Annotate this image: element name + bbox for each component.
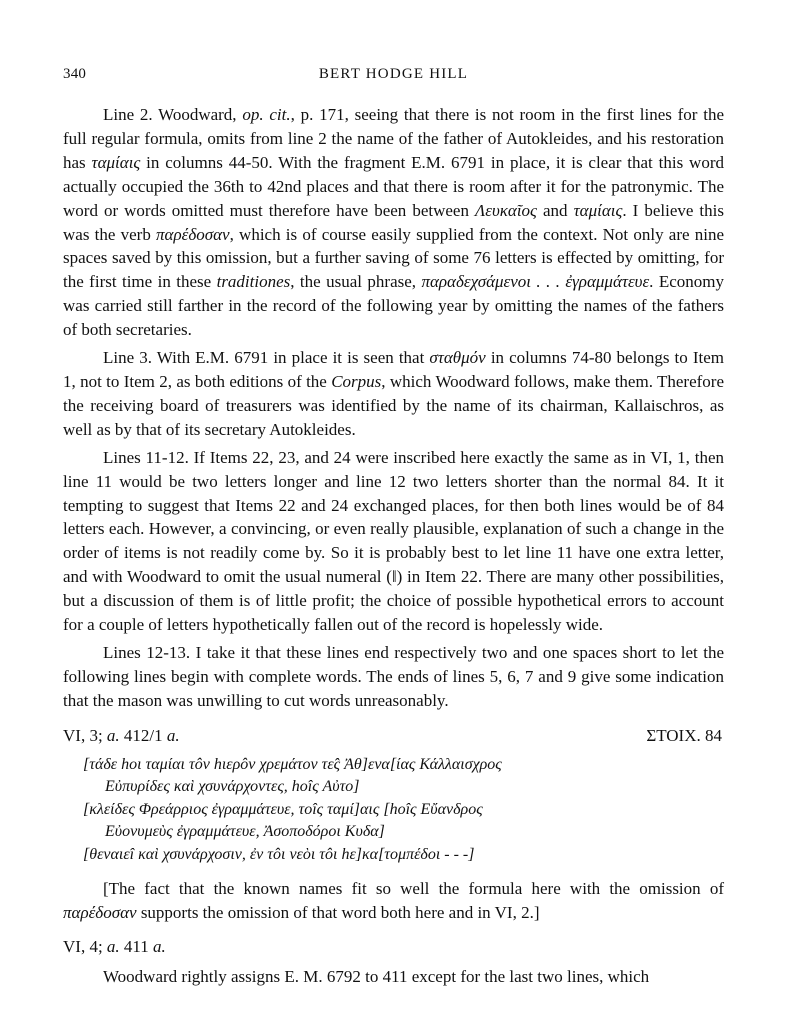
- text: , the usual phrase,: [290, 272, 422, 292]
- paragraph-lines-12-13: Lines 12-13. I take it that these lines end respectively two and one spaces short to let the following lines begin with complete words. The ends of lines 5, 6, 7 and 9 give some indication that the mason was unwilling to cut words unreasonably.: [63, 642, 724, 710]
- section-label: [63, 935, 166, 959]
- text: 412/1: [119, 725, 167, 745]
- paragraph-lines-11-12: Lines 11-12. If Items 22, 23, and 24 were inscribed here exactly the same as in VI, 1, then line 11 would be two letters longer and line 12 two letters shorter than the normal 84. It it tempting to suggest that Items 22 and 24 exchanged places, for then both lines would be of 84 letters each. However, a convincing, or even really plausible, explanation of such a change in the order of items is not readily come by. So it is probably best to let line 11 have one extra letter, and with Woodward to omit the usual numeral (‖) in Item 22. There are many other possibilities, but a discussion of them is of little profit; the choice of possible hypothetical errors to account for a couple of letters hypothetically fallen out of the record is hopelessly wide.: [63, 447, 724, 635]
- greek-word: ταμίαις: [573, 200, 623, 220]
- greek-phrase: παραδεχσάμενοι . . . ἐγραμμάτευε: [421, 272, 650, 292]
- greek-word: σταθμόν: [429, 348, 486, 368]
- text: , p. 171, seeing that there is not room in the first lines for the full regular formula, omits from line 2 the name of the father of Autokleides, and his restoration has: [63, 105, 725, 172]
- paragraph-woodward: Woodward rightly assigns E. M. 6792 to 411 except for the last two lines, which: [103, 967, 650, 987]
- text: Line 3. With E.M. 6791 in place it is seen that: [103, 348, 430, 368]
- greek-word: Λευκαῖος: [474, 200, 537, 220]
- text: 411: [119, 937, 154, 957]
- section-heading-vi-3: [63, 724, 724, 748]
- text: [The fact that the known names fit so well the formula here with the omission of: [103, 878, 724, 898]
- page-header: [63, 66, 724, 83]
- page: [63, 66, 724, 989]
- inscription-line: [κλείδες Φρεάρριος ἐγραμμάτευε, τοîς ταμί]αις [hοîς Εὔανδρος: [83, 800, 483, 818]
- text: in columns 44-50. With the fragment E.M. 6791 in place, it is clear that this word actually occupied the 36th to 42nd places and that there is room after it for the patronymic. The word or words omitted must therefore have been between: [63, 152, 724, 220]
- text: . I believe this was the verb: [63, 200, 724, 244]
- italic-text: a.: [153, 937, 166, 957]
- greek-word: παρέδοσαν: [156, 224, 230, 244]
- text: VI, 3;: [63, 725, 107, 745]
- italic-text: a.: [106, 725, 120, 745]
- section-label: [63, 724, 180, 748]
- text: in columns 74-80 belongs to Item 1, not to Item 2, as both editions of the: [63, 348, 724, 391]
- italic-text: a.: [166, 725, 180, 745]
- inscription-line: Εὐπυρίδες καὶ χσυνάρχοντες, hοîς Αὐτο]: [105, 778, 360, 796]
- running-head: BERT HODGE HILL: [318, 66, 469, 82]
- text: and: [536, 200, 574, 220]
- paragraph-line-3: [63, 346, 724, 442]
- italic-text: a.: [106, 937, 120, 957]
- inscription-text: [83, 754, 724, 867]
- inscription-line: Εὐονυμεὺς ἐγραμμάτευε, Ἀσοποδόροι Κυδα]: [105, 823, 385, 841]
- paragraph-line-2: [63, 103, 724, 342]
- inscription-line: [θεναιεî καὶ χσυνάρχοσιν, ἐν τôι νεὸι τôι hε]κα[τομπέδοι - - -]: [83, 846, 475, 864]
- text: , which Woodward follows, make them. Therefore the receiving board of treasurers was identified by the name of its chairman, Kallaischros, as well as by that of its secretary Autokleides.: [63, 371, 724, 439]
- greek-word: ταμίαις: [91, 152, 141, 172]
- greek-word: παρέδοσαν: [63, 902, 137, 922]
- page-number: 340: [63, 66, 87, 82]
- bracketed-note: [63, 877, 724, 925]
- italic-text: Corpus: [331, 371, 382, 391]
- italic-text: op. cit.: [242, 105, 291, 124]
- section-heading-vi-4: [63, 935, 724, 959]
- text: supports the omission of that word both here and in VI, 2.]: [136, 902, 540, 922]
- text: , which is of course easily supplied from the context. Not only are nine spaces saved by this omission, but a further saving of some 76 letters is effected by omitting, for the first time in these: [63, 224, 724, 292]
- inscription-line: [τάδε hοι ταμίαι τôν hιερôν χρεμάτον τε̂ς Ἀθ]ενα[ίας Κάλλαισχρος: [83, 755, 502, 773]
- text: . Economy was carried still farther in the record of the following year by omitting the names of the fathers of both secretaries.: [63, 272, 724, 340]
- stoichedon-count: ΣΤΟΙΧ. 84: [646, 725, 722, 745]
- text: Line 2. Woodward,: [103, 105, 243, 124]
- text: VI, 4;: [63, 937, 107, 957]
- italic-text: traditiones: [216, 272, 291, 292]
